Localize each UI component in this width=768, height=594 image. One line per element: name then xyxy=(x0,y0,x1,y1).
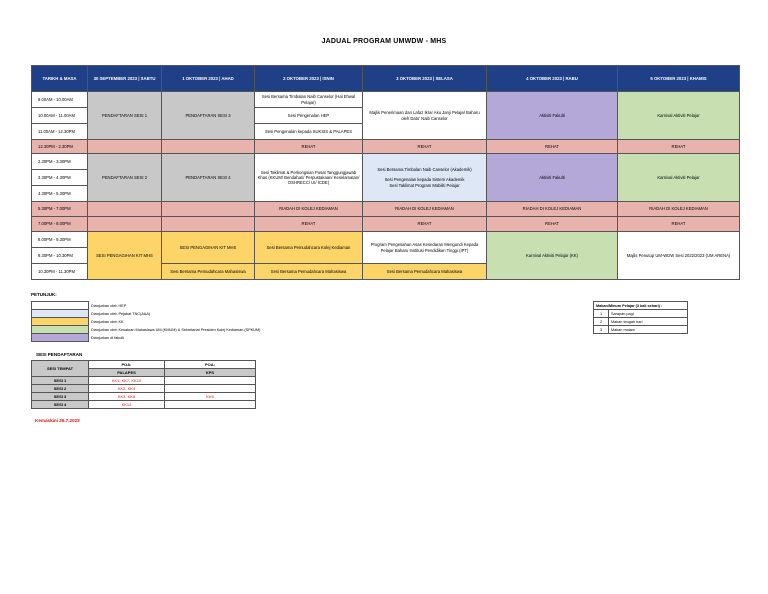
meal-no: 1 xyxy=(594,310,609,318)
header-time: TARIKH & MASA xyxy=(32,66,88,92)
empty-cell xyxy=(162,217,255,232)
rehat-cell xyxy=(88,140,162,154)
riadah-cell: RIADAH DI KOLEJ KEDIAMAN xyxy=(618,202,740,217)
legend-title: PETUNJUK: xyxy=(31,292,57,297)
pengagihan-kit-cell: SESI PENGAGIHAN KIT MHS xyxy=(162,232,255,264)
kps-value xyxy=(165,401,256,409)
palapes-value: KK1, KK7, KK10 xyxy=(89,377,165,385)
pengagihan-kit-cell: SESI PENGAGIHAN KIT MHS xyxy=(88,232,162,280)
time-cell: 4.30PM - 5.30PM xyxy=(32,186,88,202)
sesi-label: SESI 1 xyxy=(32,377,89,385)
legend-swatch xyxy=(32,334,89,342)
karnival-cell: Karnival Aktiviti Pelajar xyxy=(618,154,740,202)
table-row xyxy=(32,92,740,108)
empty-cell xyxy=(88,202,162,217)
palapes-value: KK3, KK8 xyxy=(89,393,165,401)
kps-header: KPS xyxy=(165,369,256,377)
updated-note: Kemaskini 25.7.2023 xyxy=(35,418,80,423)
table-row xyxy=(32,217,740,232)
time-cell: 12.30PM - 2.30PM xyxy=(32,140,88,154)
table-row xyxy=(32,401,256,409)
event-cell: Sesi Taklimat & Perkongsian Pusat Tanggungjawab Khas (KKUM/ Bendahari/ Perpustakaan/ Keselamatan/ OSHRECC/ UI/ ICDE) xyxy=(255,154,363,202)
sesi-table xyxy=(31,360,256,409)
time-cell: 7.00PM - 8.00PM xyxy=(32,217,88,232)
event-cell: Program Pengesahan Asas Kesedaran Mengundi Kepada Pelajar Baharu Institusi Pendidikan Tinggi (IPT) xyxy=(363,232,487,264)
sesi-header: SESI TEMPAT xyxy=(32,361,89,377)
rehat-cell: REHAT xyxy=(487,217,618,232)
legend-label: Dianjurkan oleh Pejabat TNC(A&A) xyxy=(91,311,151,316)
meal-no: 2 xyxy=(594,318,609,326)
event-cell: Sesi Bersama Pemudahcara Mahasiswa xyxy=(255,264,363,280)
meal-label: Sarapan pagi xyxy=(609,310,688,318)
legend-label: Dianjurkan oleh HEP xyxy=(91,303,127,308)
legend-label: Dianjurkan oleh Kesatuan Mahasiswa UM (KMUM) & Sekretariat Presiden Kolej Kediaman (SPKUM) xyxy=(91,327,261,332)
header-row xyxy=(32,66,740,92)
time-cell: 9.00AM - 10.00AM xyxy=(32,92,88,108)
meal-no: 3 xyxy=(594,326,609,334)
pendaftaran-sesi-3: PENDAFTARAN SESI 3 xyxy=(162,92,255,140)
poa-header: POA: xyxy=(89,361,165,369)
table-row xyxy=(32,377,256,385)
event-line: Sesi Taklimat Program Mobiliti Pelajar xyxy=(389,182,460,188)
time-cell: 10.00AM - 11.00AM xyxy=(32,108,88,124)
legend-item xyxy=(32,334,263,342)
legend-item xyxy=(32,318,263,326)
meals-title: Makan/Minum Pelajar (3 kali sehari) : xyxy=(594,302,688,310)
aktiviti-fakulti-cell: Aktiviti Fakulti xyxy=(487,92,618,140)
header-day-2: 1 OKTOBER 2023 | AHAD xyxy=(162,66,255,92)
legend-item xyxy=(32,326,263,334)
kps-value xyxy=(165,377,256,385)
time-cell: 5.30PM - 7.00PM xyxy=(32,202,88,217)
event-line: Sesi Bersama Timbalan Naib Canselor (Akademik) xyxy=(377,167,472,173)
time-cell: 11.00AM - 12.30PM xyxy=(32,124,88,140)
time-cell: 2.30PM - 3.30PM xyxy=(32,154,88,170)
empty-cell xyxy=(162,202,255,217)
header-day-6: 5 OKTOBER 2023 | KHAMIS xyxy=(618,66,740,92)
event-cell: Sesi Pengenalan kepada SUKSIS & PALAPES xyxy=(255,124,363,140)
sesi-label: SESI 3 xyxy=(32,393,89,401)
legend-label: Dianjurkan di fakulti xyxy=(91,335,125,340)
event-line: Sesi Pengenalan kepada Sistem Akademik xyxy=(384,177,465,183)
event-cell: Sesi Bersama Pemudahcara Kolej Kediaman xyxy=(255,232,363,264)
meal-label: Makan malam xyxy=(609,326,688,334)
pendaftaran-sesi-2: PENDAFTARAN SESI 2 xyxy=(88,154,162,202)
rehat-cell xyxy=(162,140,255,154)
rehat-cell: REHAT xyxy=(363,140,487,154)
page-title: JADUAL PROGRAM UMWDW - MHS xyxy=(321,38,447,45)
kps-value: KK6 xyxy=(165,393,256,401)
time-cell: 8.00PM - 9.30PM xyxy=(32,232,88,248)
table-row xyxy=(32,154,740,170)
rehat-cell: REHAT xyxy=(363,217,487,232)
palapes-value: KK12 xyxy=(89,401,165,409)
table-row xyxy=(32,232,740,248)
table-row xyxy=(594,318,688,326)
rehat-cell: REHAT xyxy=(618,217,740,232)
table-row xyxy=(594,310,688,318)
legend-swatch xyxy=(32,318,89,326)
event-cell: Sesi Bersama Pemudahcara Mahasiswa xyxy=(363,264,487,280)
rehat-cell: REHAT xyxy=(487,140,618,154)
event-cell: Sesi Bersama Pemudahcara Mahasiswa xyxy=(162,264,255,280)
kps-value xyxy=(165,385,256,393)
table-row xyxy=(32,393,256,401)
table-row xyxy=(32,385,256,393)
schedule-table xyxy=(31,65,740,280)
event-cell: Sesi Pengenalan HEP xyxy=(255,108,363,124)
pendaftaran-sesi-1: PENDAFTARAN SESI 1 xyxy=(88,92,162,140)
time-cell: 3.30PM - 4.30PM xyxy=(32,170,88,186)
table-row xyxy=(32,202,740,217)
meal-label: Makan tengah hari xyxy=(609,318,688,326)
poa-header: POA: xyxy=(165,361,256,369)
time-cell: 9.30PM - 10.30PM xyxy=(32,248,88,264)
pendaftaran-sesi-4: PENDAFTARAN SESI 4 xyxy=(162,154,255,202)
event-cell xyxy=(363,154,487,202)
sesi-title: SESI PENDAFTARAN xyxy=(36,352,83,357)
rehat-cell: REHAT xyxy=(618,140,740,154)
header-day-4: 3 OKTOBER 2023 | SELASA xyxy=(363,66,487,92)
event-cell: Majlis Penerimaan dan Lafaz Ikrar Aku Janji Pelajar Baharu oleh Dato' Naib Canselor xyxy=(363,92,487,140)
legend-item xyxy=(32,310,263,318)
event-cell: Sesi Bersama Timbalan Naib Canselor (Hal Ehwal Pelajar) xyxy=(255,92,363,108)
rehat-cell: REHAT xyxy=(255,217,363,232)
rehat-cell: REHAT xyxy=(255,140,363,154)
event-cell: Karnival Aktiviti Pelajar (KK) xyxy=(487,232,618,280)
legend-swatch xyxy=(32,326,89,334)
empty-cell xyxy=(88,217,162,232)
header-day-5: 4 OKTOBER 2023 | RABU xyxy=(487,66,618,92)
legend-label: Dianjurkan oleh KK xyxy=(91,319,124,324)
riadah-cell: RIADAH DI KOLEJ KEDIAMAN xyxy=(255,202,363,217)
table-row xyxy=(32,140,740,154)
time-cell: 10.30PM - 11.30PM xyxy=(32,264,88,280)
palapes-value: KK2, KK4 xyxy=(89,385,165,393)
header-day-1: 30 SEPTEMBER 2023 | SABTU xyxy=(88,66,162,92)
palapes-header: PALAPES xyxy=(89,369,165,377)
table-row xyxy=(594,326,688,334)
legend xyxy=(31,301,263,342)
legend-item xyxy=(32,302,263,310)
riadah-cell: RIADAH DI KOLEJ KEDIAMAN xyxy=(487,202,618,217)
riadah-cell: RIADAH DI KOLEJ KEDIAMAN xyxy=(363,202,487,217)
event-cell: Majlis Penutup UM-WDW Sesi 2022/2023 (UM ARENA) xyxy=(618,232,740,280)
sesi-label: SESI 2 xyxy=(32,385,89,393)
aktiviti-fakulti-cell: Aktiviti Fakulti xyxy=(487,154,618,202)
legend-swatch xyxy=(32,310,89,318)
sesi-label: SESI 4 xyxy=(32,401,89,409)
legend-swatch xyxy=(32,302,89,310)
header-day-3: 2 OKTOBER 2023 | ISNIN xyxy=(255,66,363,92)
karnival-cell: Karnival Aktiviti Pelajar xyxy=(618,92,740,140)
meals-table xyxy=(593,301,688,334)
